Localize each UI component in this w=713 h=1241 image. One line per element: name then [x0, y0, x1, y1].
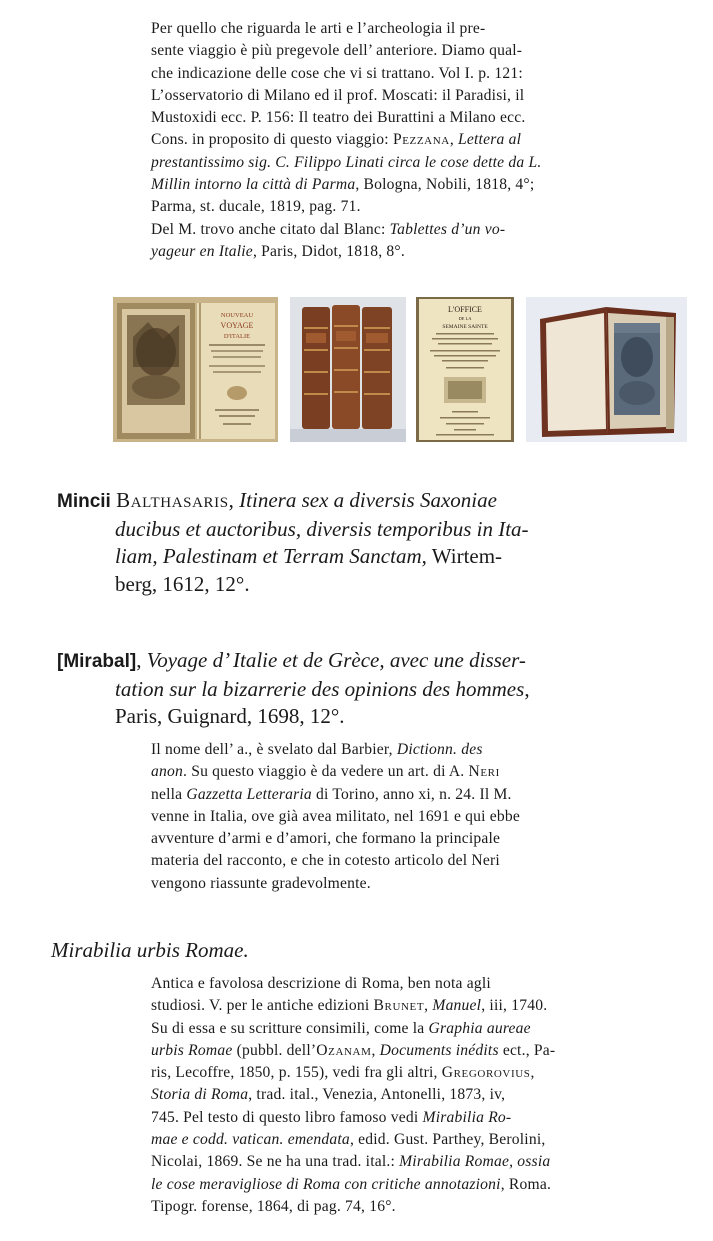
- text-line: Antica e favolosa descrizione di Roma, ben nota agli: [151, 975, 491, 992]
- text-line: [Mirabal], Voyage d’ Italie et de Grèce, avec une disser-: [57, 648, 526, 672]
- photo-title-line: VOYAGE: [220, 321, 254, 330]
- mirabilia-note-text: [117, 973, 689, 1218]
- text-line: studiosi. V. per le antiche edizioni Brunet, Manuel, iii, 1740.: [151, 997, 548, 1015]
- text-line: Millin intorno la città di Parma, Bologna, Nobili, 1818, 4°;: [151, 176, 535, 194]
- text-line: venne in Italia, ove già avea militato, nel 1691 e qui ebbe: [151, 807, 521, 825]
- text-line: Per quello che riguarda le arti e l’archeologia il pre-: [151, 20, 486, 37]
- text-line: sente viaggio è più pregevole dell’ anteriore. Diamo qual-: [151, 42, 523, 60]
- mirabilia-note: [117, 973, 689, 1218]
- text-line: 745. Pel testo di questo libro famoso vedi Mirabilia Ro-: [151, 1108, 512, 1126]
- photo-title-line: DE LA: [458, 316, 472, 321]
- text-line: Mustoxidi ecc. P. 156: Il teatro dei Burattini a Milano ecc.: [151, 109, 526, 127]
- text-line: tation sur la bizarrerie des opinions des hommes,: [115, 676, 530, 701]
- entry-mincii: [57, 487, 681, 598]
- office-title-page-photo: [416, 297, 514, 442]
- entry-mirabilia-title: Mirabilia urbis Romae.: [51, 938, 249, 962]
- text-line: ris, Lecoffre, 1850, p. 155), vedi fra gli altri, Gregorovius,: [151, 1064, 535, 1082]
- text-line: Parma, st. ducale, 1819, pag. 71.: [151, 198, 361, 216]
- entry-author: Mincii: [57, 491, 111, 512]
- text-line: ducibus et auctoribus, diversis temporibus in Ita-: [115, 516, 529, 541]
- note-paragraph-blanc: [117, 219, 681, 264]
- text-line: vengono riassunte gradevolmente.: [151, 874, 371, 892]
- note-paragraph-arts: [117, 18, 681, 129]
- photo-title-line: SEMAINE SAINTE: [442, 324, 488, 330]
- entry-author: [Mirabal]: [57, 651, 137, 672]
- text-line: nella Gazzetta Letteraria di Torino, anno xi, n. 24. Il M.: [151, 785, 512, 803]
- photo-title-line: D'ITALIE: [223, 333, 251, 340]
- text-line: che indicazione delle cose che vi si trattano. Vol I. p. 121:: [151, 64, 523, 82]
- entry-mirabal: [57, 647, 681, 731]
- book-open-frontispiece-photo: [113, 297, 278, 442]
- book-photos-strip: [113, 297, 687, 442]
- text-line: Su di essa e su scritture consimili, come la Graphia aureae: [151, 1019, 531, 1037]
- text-line: le cose meravigliose di Roma con critiche annotazioni, Roma.: [151, 1175, 552, 1193]
- entry-mincii-text: [57, 487, 681, 598]
- text-line: mae e codd. vatican. emendata, edid. Gust. Parthey, Berolini,: [151, 1131, 546, 1149]
- entry-mirabal-text: [57, 647, 681, 731]
- viaggio-note: [117, 18, 681, 263]
- text-line: L’osservatorio di Milano ed il prof. Moscati: il Paradisi, il: [151, 86, 525, 104]
- three-book-spines-photo: [290, 297, 406, 442]
- text-line: Il nome dell’ a., è svelato dal Barbier, Dictionn. des: [151, 741, 483, 758]
- text-line: Storia di Roma, trad. ital., Venezia, Antonelli, 1873, iv,: [151, 1086, 506, 1104]
- text-line: liam, Palestinam et Terram Sanctam, Wirtem-: [115, 544, 503, 568]
- text-line: Cons. in proposito di questo viaggio: Pezzana, Lettera al: [151, 131, 522, 149]
- photo-title-line: NOUVEAU: [220, 312, 254, 319]
- mirabal-note: [117, 739, 689, 895]
- text-line: berg, 1612, 12°.: [115, 571, 250, 596]
- open-volume-engraving-photo: [526, 297, 687, 442]
- mirabal-note-text: [117, 739, 689, 895]
- text-line: Paris, Guignard, 1698, 12°.: [115, 704, 345, 728]
- photo-title-line: L'OFFICE: [448, 305, 482, 314]
- entry-mirabilia: [51, 937, 675, 965]
- text-line: Mincii Balthasaris, Itinera sex a diversis Saxoniae: [57, 488, 497, 512]
- text-line: avventure d’armi e d’amori, che formano la principale: [151, 830, 501, 848]
- text-line: materia del racconto, e che in cotesto articolo del Neri: [151, 852, 500, 870]
- note-paragraph-pezzana: [117, 129, 681, 218]
- text-line: urbis Romae (pubbl. dell’Ozanam, Documents inédits ect., Pa-: [151, 1041, 556, 1059]
- text-line: anon. Su questo viaggio è da vedere un art. di A. Neri: [151, 763, 500, 781]
- text-line: Tipogr. forense, 1864, di pag. 74, 16°.: [151, 1197, 396, 1215]
- text-line: prestantissimo sig. C. Filippo Linati circa le cose dette da L.: [151, 153, 542, 171]
- text-line: Del M. trovo anche citato dal Blanc: Tablettes d’un vo-: [151, 220, 506, 238]
- text-line: Nicolai, 1869. Se ne ha una trad. ital.: Mirabilia Romae, ossia: [151, 1153, 551, 1171]
- text-line: yageur en Italie, Paris, Didot, 1818, 8°.: [151, 242, 405, 260]
